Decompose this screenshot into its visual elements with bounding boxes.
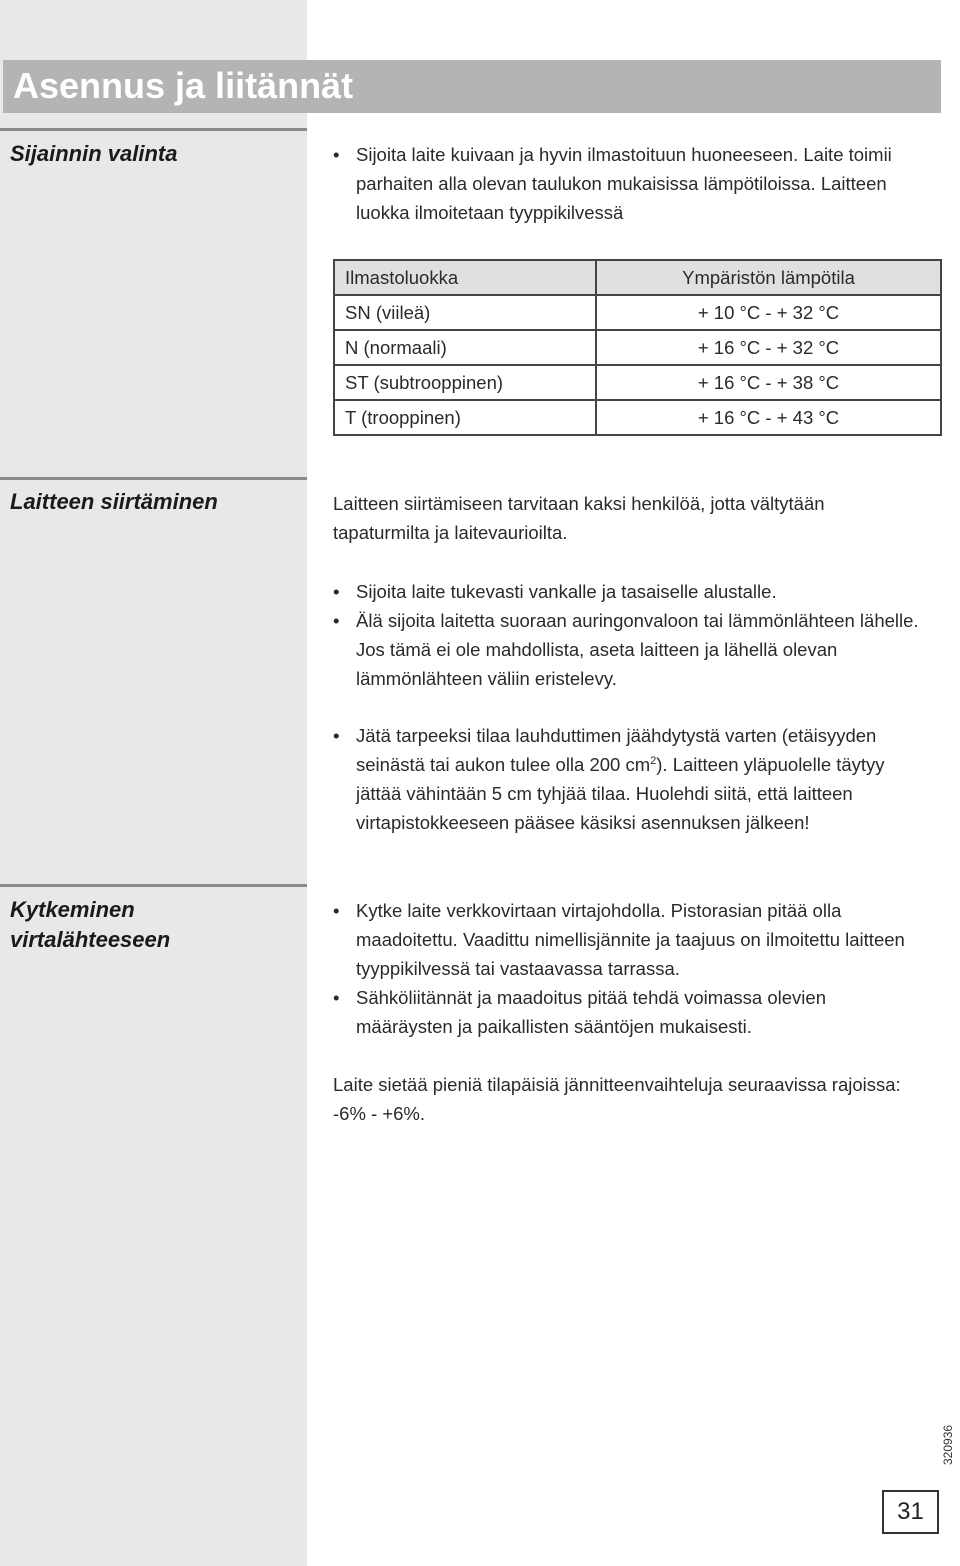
table-header-class: Ilmastoluokka (334, 260, 596, 295)
section-heading-power (10, 895, 170, 955)
table-cell-class: ST (subtrooppinen) (334, 365, 596, 400)
climate-class-table (333, 259, 942, 436)
list-item: • Kytke laite verkkovirtaan virtajohdolla. Pistorasian pitää olla maadoitettu. Vaadittu nimellisjännite ja taajuus on ilmoitettu laitteen tyyppikilvessä tai vastaavassa tarrassa. (333, 896, 923, 983)
section-divider (0, 477, 307, 480)
table-row (334, 400, 941, 435)
section-divider (0, 884, 307, 887)
table-row (334, 365, 941, 400)
table-cell-class: T (trooppinen) (334, 400, 596, 435)
table-cell-class: N (normaali) (334, 330, 596, 365)
table-row (334, 295, 941, 330)
moving-intro-text: Laitteen siirtämiseen tarvitaan kaksi henkilöä, jotta vältytään tapaturmilta ja laitevaurioilta. (333, 493, 825, 543)
section-divider (0, 128, 307, 131)
spacing-text-part2: ). Laitteen yläpuolelle täytyy jättää vähintään 5 cm tyhjää tilaa. Huolehdi siitä, että laitteen virtapistokkeeseen pääsee käsiksi asennuksen jälkeen! (356, 754, 885, 833)
moving-bullets (333, 577, 933, 693)
superscript: 2 (650, 754, 657, 767)
power-bullets (333, 896, 923, 1041)
page-title: Asennus ja liitännät (13, 65, 354, 106)
page-number: 31 (882, 1490, 939, 1534)
table-row (334, 330, 941, 365)
location-text (333, 140, 923, 227)
table-cell-temperature: + 16 °C - + 38 °C (596, 365, 941, 400)
power-bullet-list (333, 896, 923, 1041)
section-heading-location: Sijainnin valinta (10, 141, 178, 166)
table-cell-temperature: + 16 °C - + 43 °C (596, 400, 941, 435)
section-heading-moving: Laitteen siirtäminen (10, 489, 218, 514)
document-code-text: 320936 (941, 1424, 955, 1465)
power-note-text: Laite sietää pieniä tilapäisiä jännitteenvaihteluja seuraavissa rajoissa: -6% - +6%. (333, 1074, 901, 1124)
list-item: • Sähköliitännät ja maadoitus pitää tehdä voimassa olevien määräysten ja paikallisten sääntöjen mukaisesti. (333, 983, 923, 1041)
power-note (333, 1070, 923, 1128)
list-item: • Sijoita laite tukevasti vankalle ja tasaiselle alustalle. (333, 577, 933, 606)
section-heading-power-line2: virtalähteeseen (10, 927, 171, 952)
table-cell-class: SN (viileä) (334, 295, 596, 330)
list-item (333, 721, 923, 837)
title-bar (3, 60, 941, 113)
spacing-bullet-list (333, 721, 923, 837)
list-item: • Sijoita laite kuivaan ja hyvin ilmastoituun huoneeseen. Laite toimii parhaiten alla olevan taulukon mukaisissa lämpötiloissa. Laitteen luokka ilmoitetaan tyyppikilvessä (333, 140, 923, 227)
table-header-row (334, 260, 941, 295)
section-heading-power-line1: Kytkeminen (10, 897, 135, 922)
moving-bullet-list (333, 577, 933, 693)
table-header-temperature: Ympäristön lämpötila (596, 260, 941, 295)
table-cell-temperature: + 10 °C - + 32 °C (596, 295, 941, 330)
list-item: • Älä sijoita laitetta suoraan auringonvaloon tai lämmönlähteen lähelle. Jos tämä ei ole mahdollista, aseta laitteen ja lähellä olevan lämmönlähteen väliin eristelevy. (333, 606, 933, 693)
location-bullet-list (333, 140, 923, 227)
sidebar-background (0, 0, 307, 1566)
moving-intro (333, 489, 913, 547)
table-cell-temperature: + 16 °C - + 32 °C (596, 330, 941, 365)
spacing-text (333, 721, 923, 837)
spacing-text-part1: Jätä tarpeeksi tilaa lauhduttimen jäähdytystä varten (etäisyyden seinästä tai aukon tulee olla 200 cm (356, 725, 877, 775)
